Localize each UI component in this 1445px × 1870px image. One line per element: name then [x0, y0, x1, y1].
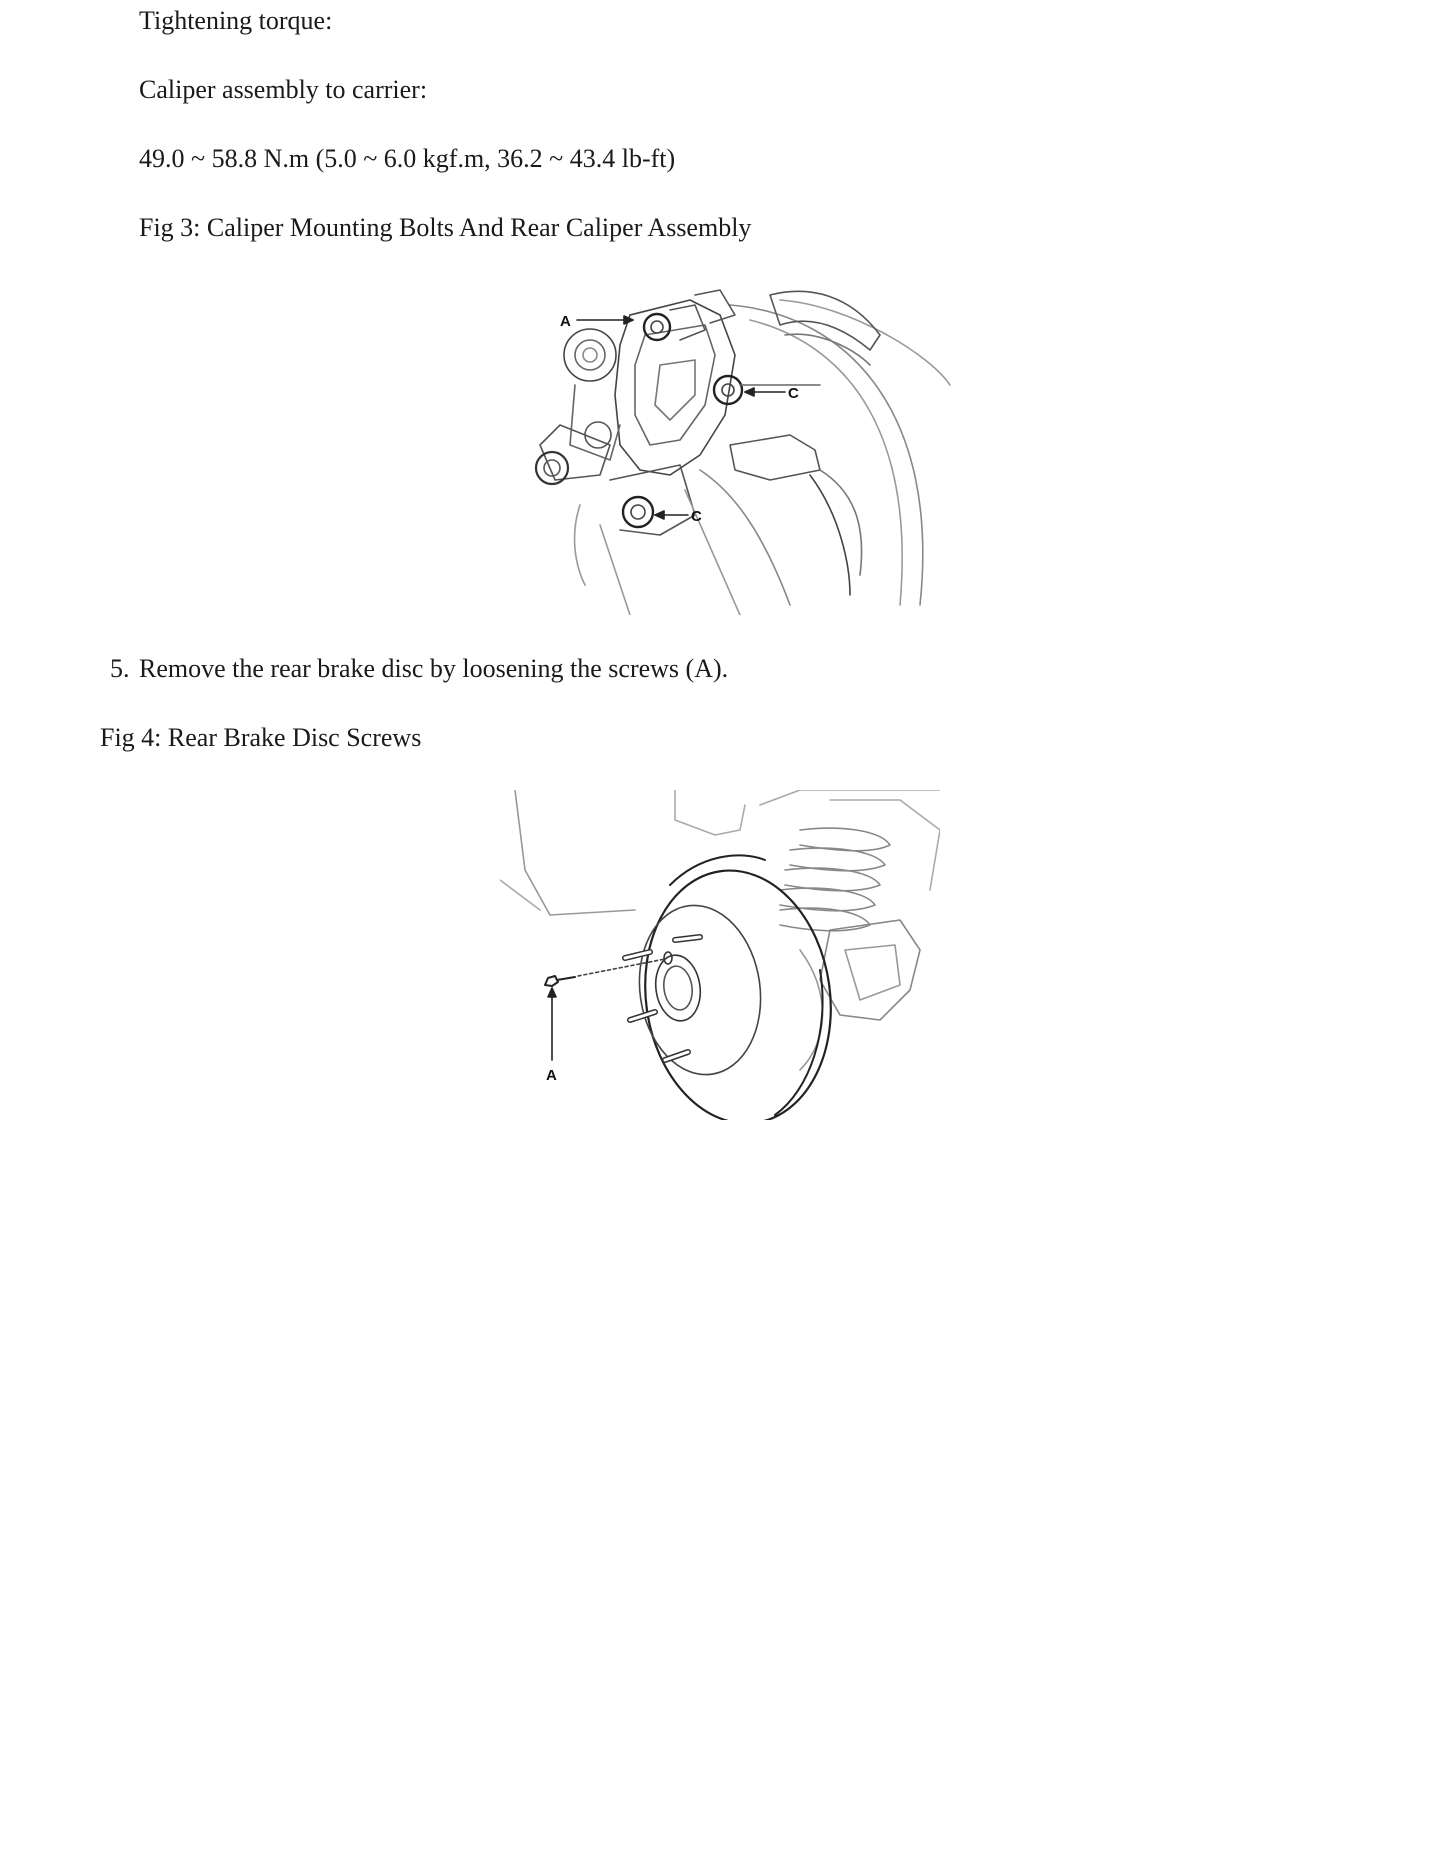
- fig3-label-c-upper: C: [788, 385, 799, 402]
- torque-item: Caliper assembly to carrier:: [139, 75, 428, 104]
- rear-brake-disc-illustration: [500, 790, 940, 1120]
- step5-text: Remove the rear brake disc by loosening the screws (A).: [139, 654, 729, 683]
- torque-value: 49.0 ~ 58.8 N.m (5.0 ~ 6.0 kgf.m, 36.2 ~ 43.4 lb-ft): [139, 144, 676, 173]
- torque-heading: Tightening torque:: [139, 6, 333, 35]
- figure3-caption: Fig 3: Caliper Mounting Bolts And Rear Caliper Assembly: [139, 213, 752, 242]
- caliper-assembly-illustration: [520, 275, 960, 615]
- figure4-caption: Fig 4: Rear Brake Disc Screws: [100, 723, 422, 752]
- step5-number: 5.: [110, 654, 130, 683]
- fig3-label-c-lower: C: [691, 508, 702, 525]
- fig3-label-a: A: [560, 313, 571, 330]
- fig4-label-a: A: [546, 1067, 557, 1084]
